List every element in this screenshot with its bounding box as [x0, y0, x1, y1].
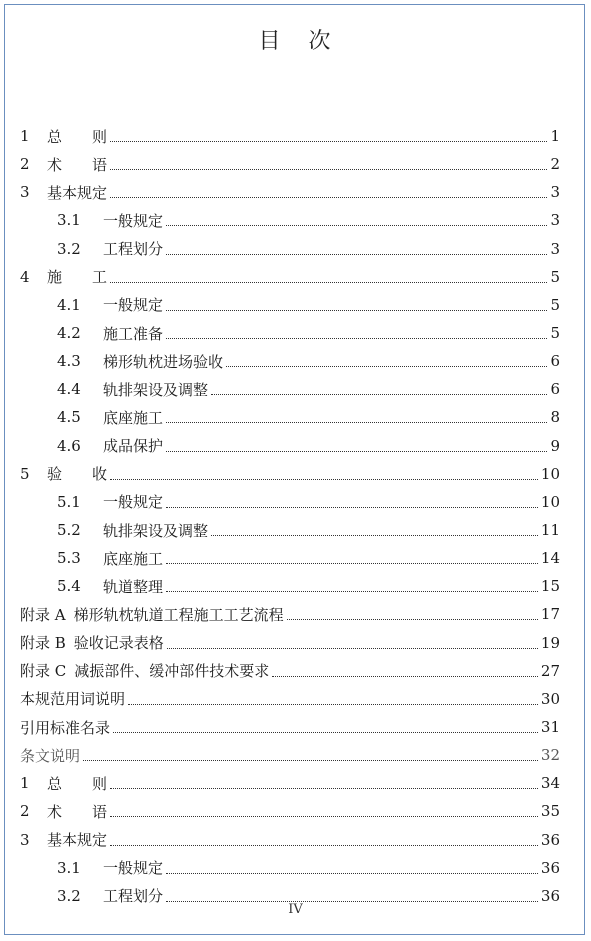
toc-entry-label: 基本规定: [47, 183, 108, 202]
toc-entry-number: 4.4: [57, 380, 81, 399]
toc-entry-number: 5.4: [57, 577, 81, 596]
toc-entry-number: 4.6: [57, 436, 81, 455]
toc-entry-number: 附录 A: [20, 605, 66, 624]
dot-leader: [166, 309, 547, 311]
toc-entry-number: 4.5: [57, 408, 81, 427]
toc-entry[interactable]: [20, 178, 560, 206]
toc-entry-label: 本规范用词说明: [20, 690, 126, 709]
toc-entry-page: 11: [540, 521, 560, 540]
toc-entry-label: 总 则: [47, 127, 108, 146]
toc-entry[interactable]: [20, 488, 560, 516]
toc-entry[interactable]: [20, 263, 560, 291]
toc-entry-label: 底座施工: [103, 408, 164, 427]
toc-entry[interactable]: [20, 122, 560, 150]
dot-leader: [211, 393, 547, 395]
toc-entry-number: 4.3: [57, 352, 81, 371]
toc-entry-label: 基本规定: [47, 831, 108, 850]
toc-entry-page: 1: [550, 127, 560, 146]
toc-entry-page: 3: [550, 183, 560, 202]
toc-entry-page: 3: [550, 239, 560, 258]
dot-leader: [166, 224, 547, 226]
toc-entry-page: 5: [550, 324, 560, 343]
dot-leader: [110, 815, 538, 817]
table-of-contents: [20, 122, 560, 910]
toc-entry-number: 2: [20, 802, 30, 821]
toc-entry-label: 梯形轨枕进场验收: [103, 352, 224, 371]
toc-entry-number: 3: [20, 183, 30, 202]
toc-entry-number: 1: [20, 127, 30, 146]
page-number: IV: [288, 902, 303, 917]
title-char: 次: [308, 29, 333, 54]
toc-entry[interactable]: [20, 657, 560, 685]
toc-entry-number: 2: [20, 155, 30, 174]
toc-entry[interactable]: [20, 797, 560, 825]
dot-leader: [110, 281, 547, 283]
toc-entry[interactable]: [20, 572, 560, 600]
toc-entry-label: 底座施工: [103, 549, 164, 568]
toc-entry-number: 5.2: [57, 521, 81, 540]
dot-leader: [128, 703, 538, 705]
toc-entry-number: 3.2: [57, 886, 81, 905]
dot-leader: [211, 534, 538, 536]
toc-entry-label: 验收记录表格: [73, 634, 164, 653]
toc-entry-label: 成品保护: [103, 437, 164, 456]
dot-leader: [226, 365, 547, 367]
dot-leader: [272, 675, 538, 677]
dot-leader: [110, 787, 538, 789]
toc-entry-number: 4: [20, 267, 30, 286]
toc-entry-page: 32: [540, 746, 560, 765]
toc-entry-label: 条文说明: [20, 746, 81, 765]
toc-entry[interactable]: [20, 319, 560, 347]
toc-entry-page: 19: [540, 633, 560, 652]
toc-entry[interactable]: [20, 854, 560, 882]
toc-entry-page: 27: [540, 661, 560, 680]
toc-entry-page: 36: [540, 886, 560, 905]
page-title: [0, 24, 591, 55]
toc-entry-label: 一般规定: [103, 493, 164, 512]
dot-leader: [110, 168, 547, 170]
toc-entry[interactable]: [20, 713, 560, 741]
toc-entry[interactable]: [20, 432, 560, 460]
toc-entry-number: 4.1: [57, 295, 81, 314]
dot-leader: [166, 253, 547, 255]
toc-entry-page: 8: [550, 408, 560, 427]
toc-entry-label: 一般规定: [103, 859, 164, 878]
dot-leader: [166, 562, 538, 564]
dot-leader: [83, 759, 538, 761]
toc-entry[interactable]: [20, 769, 560, 797]
toc-entry-number: 3.2: [57, 239, 81, 258]
toc-entry[interactable]: [20, 516, 560, 544]
toc-entry-label: 工程划分: [103, 887, 164, 906]
toc-entry-number: 3.1: [57, 211, 81, 230]
toc-entry[interactable]: [20, 460, 560, 488]
toc-entry-page: 10: [540, 464, 560, 483]
dot-leader: [166, 590, 538, 592]
toc-entry[interactable]: [20, 347, 560, 375]
toc-entry[interactable]: [20, 235, 560, 263]
toc-entry-label: 一般规定: [103, 211, 164, 230]
dot-leader: [110, 196, 547, 198]
toc-entry-page: 6: [550, 380, 560, 399]
toc-entry-label: 轨排架设及调整: [103, 380, 209, 399]
toc-entry-number: 3.1: [57, 858, 81, 877]
dot-leader: [167, 647, 538, 649]
dot-leader: [110, 478, 538, 480]
toc-entry-label: 一般规定: [103, 296, 164, 315]
toc-entry-label: 验 收: [47, 465, 108, 484]
toc-entry-page: 5: [550, 295, 560, 314]
toc-entry-page: 5: [550, 267, 560, 286]
toc-entry-number: 5: [20, 464, 30, 483]
toc-entry[interactable]: [20, 685, 560, 713]
toc-entry-page: 30: [540, 689, 560, 708]
toc-entry[interactable]: [20, 206, 560, 234]
dot-leader: [113, 731, 538, 733]
toc-entry-label: 工程划分: [103, 240, 164, 259]
toc-entry-page: 9: [550, 436, 560, 455]
toc-entry-label: 轨道整理: [103, 577, 164, 596]
toc-entry-label: 施 工: [47, 268, 108, 287]
toc-entry[interactable]: [20, 291, 560, 319]
toc-entry-page: 6: [550, 352, 560, 371]
dot-leader: [110, 844, 538, 846]
toc-entry-label: 梯形轨枕轨道工程施工工艺流程: [73, 605, 284, 624]
toc-entry-number: 3: [20, 830, 30, 849]
toc-entry-label: 减振部件、缓冲部件技术要求: [74, 662, 270, 681]
toc-entry-page: 36: [540, 858, 560, 877]
toc-entry-page: 3: [550, 211, 560, 230]
toc-entry-number: 5.1: [57, 492, 81, 511]
toc-entry[interactable]: [20, 826, 560, 854]
toc-entry-number: 附录 C: [20, 662, 67, 681]
toc-entry-page: 36: [540, 830, 560, 849]
toc-entry-label: 轨排架设及调整: [103, 521, 209, 540]
toc-entry[interactable]: [20, 403, 560, 431]
toc-entry[interactable]: [20, 629, 560, 657]
toc-entry[interactable]: [20, 375, 560, 403]
dot-leader: [166, 506, 538, 508]
toc-entry-number: 1: [20, 774, 30, 793]
toc-entry-page: 10: [540, 492, 560, 511]
toc-entry-page: 17: [540, 605, 560, 624]
toc-entry-number: 5.3: [57, 549, 81, 568]
toc-entry-page: 35: [540, 802, 560, 821]
toc-entry[interactable]: [20, 600, 560, 628]
toc-entry-label: 术 语: [47, 802, 108, 821]
toc-entry-page: 31: [540, 718, 560, 737]
toc-entry-label: 总 则: [47, 774, 108, 793]
dot-leader: [166, 872, 538, 874]
toc-entry[interactable]: [20, 150, 560, 178]
toc-entry-label: 术 语: [47, 155, 108, 174]
toc-entry-page: 34: [540, 774, 560, 793]
toc-entry-page: 2: [550, 155, 560, 174]
dot-leader: [110, 140, 547, 142]
title-char: 目: [258, 29, 283, 54]
dot-leader: [287, 618, 538, 620]
toc-entry[interactable]: [20, 544, 560, 572]
toc-entry[interactable]: [20, 741, 560, 769]
dot-leader: [166, 450, 547, 452]
toc-entry-label: 引用标准名录: [20, 718, 111, 737]
dot-leader: [166, 337, 547, 339]
toc-entry-label: 施工准备: [103, 324, 164, 343]
toc-entry-page: 15: [540, 577, 560, 596]
toc-entry-number: 附录 B: [20, 634, 66, 653]
toc-entry-page: 14: [540, 549, 560, 568]
dot-leader: [166, 421, 547, 423]
toc-entry-number: 4.2: [57, 324, 81, 343]
